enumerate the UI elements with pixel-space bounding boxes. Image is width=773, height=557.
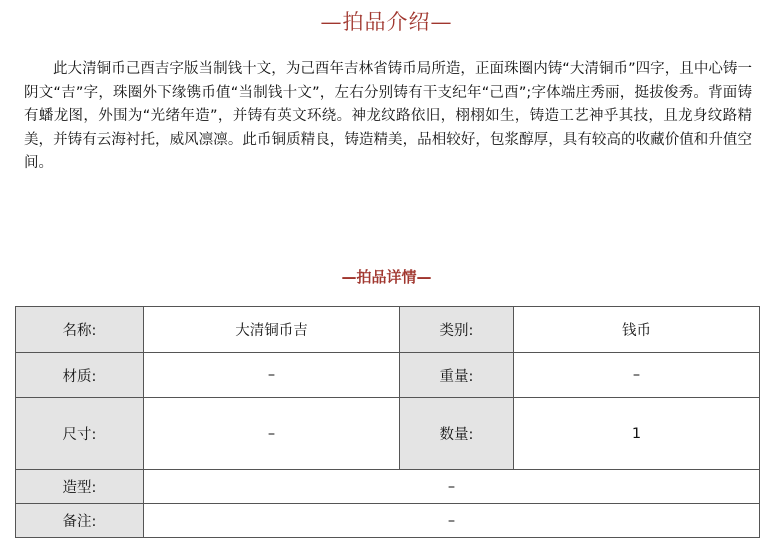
table-row xyxy=(16,504,760,538)
notes-label: 备注: xyxy=(16,504,144,538)
material-value: – xyxy=(144,353,400,398)
shape-value: – xyxy=(144,470,760,504)
table-row xyxy=(16,307,760,353)
category-label: 类别: xyxy=(400,307,514,353)
notes-value: – xyxy=(144,504,760,538)
quantity-value: 1 xyxy=(514,398,760,470)
table-row xyxy=(16,353,760,398)
size-label: 尺寸: xyxy=(16,398,144,470)
category-value: 钱币 xyxy=(514,307,760,353)
details-title: —拍品详情— xyxy=(341,268,432,286)
quantity-label: 数量: xyxy=(400,398,514,470)
material-label: 材质: xyxy=(16,353,144,398)
table-row xyxy=(16,470,760,504)
name-label: 名称: xyxy=(16,307,144,353)
table-row xyxy=(16,398,760,470)
item-description: 此大清铜币己酉吉字版当制钱十文，为己酉年吉林省铸币局所造，正面珠圈内铸“大清铜币”四字，且中心铸一阴文“吉”字，珠圈外下缘镌币值“当制钱十文”，左右分别铸有干支纪年“己酉”;字体端庄秀丽，挺拔俊秀。背面铸有蟠龙图，外围为“光绪年造”，并铸有英文环绕。神龙纹路依旧，栩栩如生，铸造工艺神乎其技，且龙身纹路精美，并铸有云海衬托，威风凛凛。此币铜质精良，铸造精美，品相较好，包浆醇厚，具有较高的收藏价值和升值空间。 xyxy=(24,61,752,171)
page-title: —拍品介绍— xyxy=(320,10,453,34)
shape-label: 造型: xyxy=(16,470,144,504)
details-table xyxy=(15,306,760,538)
size-value: – xyxy=(144,398,400,470)
weight-label: 重量: xyxy=(400,353,514,398)
weight-value: – xyxy=(514,353,760,398)
name-value: 大清铜币吉 xyxy=(144,307,400,353)
